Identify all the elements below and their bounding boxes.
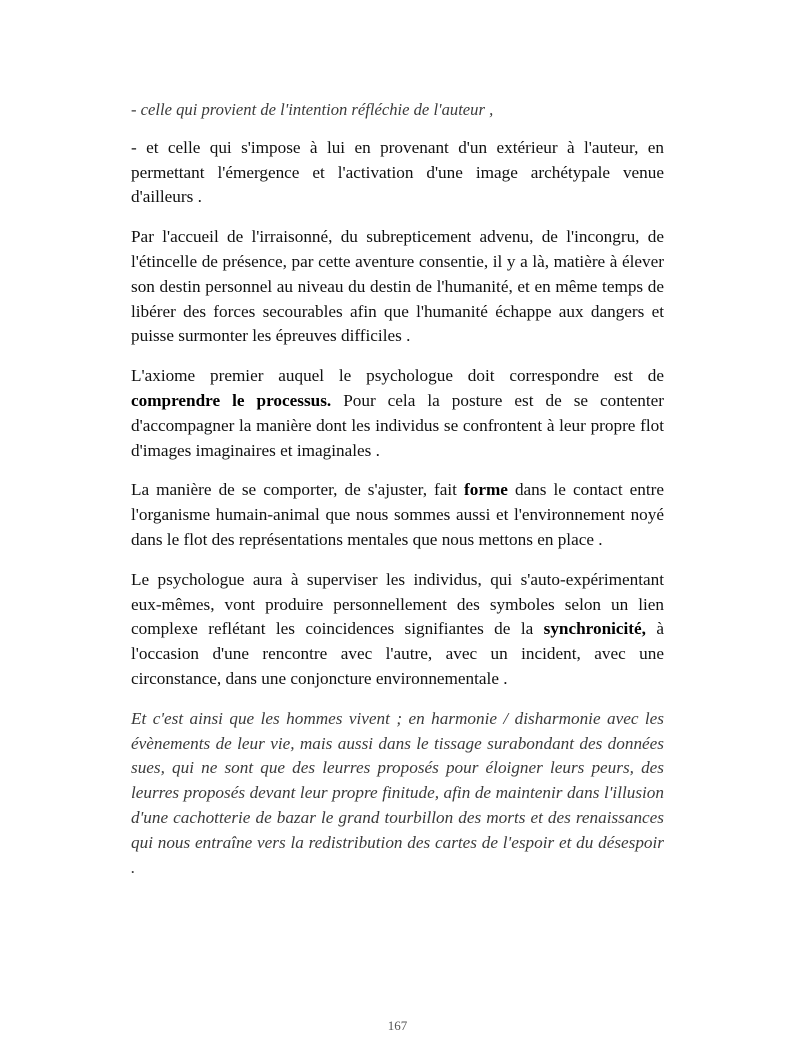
paragraph-6	[131, 568, 664, 692]
paragraph-5	[131, 478, 664, 552]
paragraph-6-bold: synchronicité,	[543, 619, 646, 639]
paragraph-7-italic: Et c'est ainsi que les hommes vivent ; en harmonie / disharmonie avec les évènements de leur vie, mais aussi dans le tissage surabondant des données sues, qui ne sont que des leurres proposés pour éloigner leurs peurs, des leurres proposés devant leur propre finitude, afin de maintenir dans l'illusion d'une cachotterie de bazar le grand tourbillon des morts et des renaissances qui nous entraîne vers la redistribution des cartes de l'espoir et du désespoir .	[131, 708, 664, 877]
paragraph-4	[131, 364, 664, 463]
paragraph-3: Par l'accueil de l'irraisonné, du subrepticement advenu, de l'incongru, de l'étincelle de présence, par cette aventure consentie, il y a là, matière à élever son destin personnel au niveau du destin de l'humanité, et en même temps de libérer des forces secourables afin que l'humanité échappe aux dangers et puisse surmonter les épreuves difficiles .	[131, 227, 664, 346]
paragraph-5-bold: forme	[464, 480, 508, 500]
page-body	[131, 98, 664, 895]
paragraph-4-bold: comprendre le processus.	[131, 390, 332, 410]
paragraph-5-text-start: La manière de se comporter, de s'ajuster, fait	[131, 480, 464, 500]
paragraph-6-text-end: à l'occasion d'une rencontre avec l'autre, avec un incident, avec une circonstance, dans une conjoncture environnementale .	[131, 619, 664, 688]
paragraph-5-text-end: dans le contact entre l'organisme humain-animal que nous sommes aussi et l'environnement noyé dans le flot des représentations mentales que nous mettons en place .	[131, 480, 664, 549]
paragraph-2: - et celle qui s'impose à lui en provenant d'un extérieur à l'auteur, en permettant l'émergence et l'activation d'une image archétypale venue d'ailleurs .	[131, 137, 664, 207]
paragraph-1: - celle qui provient de l'intention réfléchie de l'auteur ,	[131, 100, 494, 119]
paragraph-4-text-end: Pour cela la posture est de se contenter d'accompagner la manière dont les individus se confrontent à leur propre flot d'images imaginaires et imaginales .	[131, 390, 664, 460]
paragraph-4-text-start: L'axiome premier auquel le psychologue doit correspondre est de	[131, 366, 664, 386]
paragraph-6-text-start: Le psychologue aura à superviser les individus, qui s'auto-expérimentant eux-mêmes, vont produire personnellement des symboles selon un lien complexe reflétant les coincidences signifiantes de la	[131, 569, 664, 639]
page-number: 167	[387, 1018, 408, 1033]
